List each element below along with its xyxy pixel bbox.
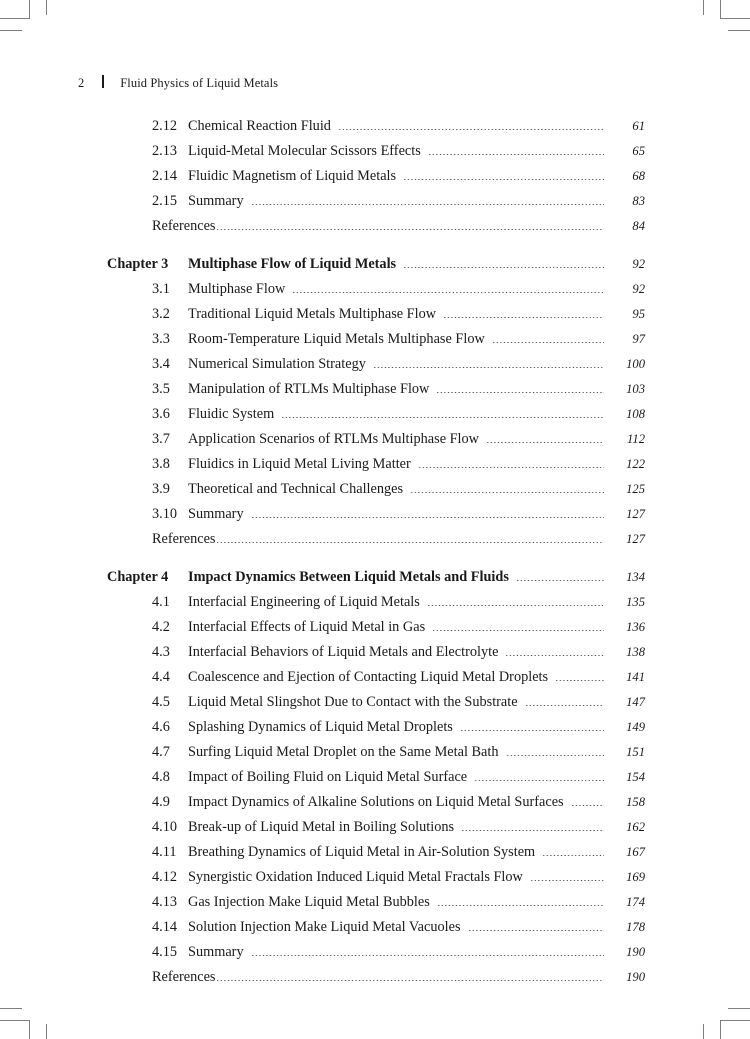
toc-entry-title: Numerical Simulation Strategy	[188, 356, 366, 372]
toc-entry-page-number: 138	[626, 645, 645, 659]
dot-leader	[216, 542, 605, 543]
toc-entry-section[interactable]	[0, 744, 750, 769]
toc-entry-section[interactable]	[0, 644, 750, 669]
running-head	[78, 74, 278, 91]
dot-leader	[216, 229, 605, 230]
toc-entry-title: Fluidics in Liquid Metal Living Matter	[188, 456, 411, 472]
toc-entry-title: Impact Dynamics Between Liquid Metals and Fluids	[188, 569, 509, 585]
toc-entry-page-number: 97	[632, 332, 645, 346]
toc-entry-page-number: 100	[626, 357, 645, 371]
dot-leader	[403, 267, 604, 268]
toc-entry-section[interactable]	[0, 719, 750, 744]
dot-leader	[555, 680, 604, 681]
toc-references-label: References	[152, 969, 216, 985]
toc-entry-page-number: 92	[632, 257, 645, 271]
toc-entry-number: 3.1	[152, 281, 170, 297]
dot-leader	[251, 955, 604, 956]
toc-entry-page-number: 167	[626, 845, 645, 859]
crop-mark-top-right	[690, 0, 750, 60]
dot-leader	[436, 392, 604, 393]
toc-entry-number: 4.14	[152, 919, 178, 935]
running-head-rule	[102, 75, 104, 88]
toc-entry-page-number: 136	[626, 620, 645, 634]
dot-leader	[505, 655, 604, 656]
toc-entry-number: 3.4	[152, 356, 170, 372]
toc-entry-title: Manipulation of RTLMs Multiphase Flow	[188, 381, 430, 397]
toc-entry-chapter[interactable]	[0, 569, 750, 594]
toc-entry-section[interactable]	[0, 919, 750, 944]
dot-leader	[251, 517, 604, 518]
toc-entry-title: Traditional Liquid Metals Multiphase Flow	[188, 306, 437, 322]
toc-entry-number: 4.10	[152, 819, 178, 835]
toc-entry-number: 3.3	[152, 331, 170, 347]
toc-entry-number: 4.2	[152, 619, 170, 635]
dot-leader	[530, 880, 604, 881]
toc-entry-page-number: 158	[626, 795, 645, 809]
toc-entry-title: Impact of Boiling Fluid on Liquid Metal Surface	[188, 769, 468, 785]
dot-leader	[468, 930, 604, 931]
toc-entry-title: Gas Injection Make Liquid Metal Bubbles	[188, 894, 430, 910]
toc-entry-title: Interfacial Effects of Liquid Metal in Gas	[188, 619, 426, 635]
toc-entry-page-number: 103	[626, 382, 645, 396]
dot-leader	[486, 442, 604, 443]
toc-entry-title: Multiphase Flow	[188, 281, 286, 297]
toc-entry-title: Interfacial Engineering of Liquid Metals	[188, 594, 420, 610]
toc-entry-section[interactable]	[0, 869, 750, 894]
toc-entry-references[interactable]	[0, 531, 750, 556]
toc-entry-page-number: 151	[626, 745, 645, 759]
toc-entry-section[interactable]	[0, 118, 750, 143]
crop-mark-top-left	[0, 0, 60, 60]
toc-entry-page-number: 169	[626, 870, 645, 884]
toc-entry-number: 4.7	[152, 744, 170, 760]
toc-entry-page-number: 190	[626, 970, 645, 984]
toc-entry-number: 4.6	[152, 719, 170, 735]
toc-entry-references[interactable]	[0, 969, 750, 994]
toc-entry-section[interactable]	[0, 594, 750, 619]
toc-entry-title: Surfing Liquid Metal Droplet on the Same Metal Bath	[188, 744, 499, 760]
toc-entry-page-number: 127	[626, 507, 645, 521]
dot-leader	[281, 417, 604, 418]
toc-entry-section[interactable]	[0, 819, 750, 844]
toc-entry-title: Liquid Metal Slingshot Due to Contact with the Substrate	[188, 694, 518, 710]
toc-entry-chapter[interactable]	[0, 256, 750, 281]
toc-entry-page-number: 174	[626, 895, 645, 909]
toc-entry-section[interactable]	[0, 894, 750, 919]
toc-entry-page-number: 112	[627, 432, 645, 446]
toc-entry-section[interactable]	[0, 381, 750, 406]
page-folio: 2	[78, 76, 85, 90]
dot-leader	[525, 705, 604, 706]
toc-entry-number: 2.14	[152, 168, 178, 184]
toc-entry-title: Break-up of Liquid Metal in Boiling Solutions	[188, 819, 455, 835]
toc-entry-number: 3.7	[152, 431, 170, 447]
dot-leader	[338, 129, 604, 130]
toc-entry-section[interactable]	[0, 331, 750, 356]
dot-leader	[292, 292, 604, 293]
toc-entry-section[interactable]	[0, 406, 750, 431]
toc-entry-section[interactable]	[0, 143, 750, 168]
toc-entry-section[interactable]	[0, 431, 750, 456]
toc-entry-title: Summary	[188, 193, 244, 209]
dot-leader	[461, 830, 604, 831]
toc-entry-section[interactable]	[0, 694, 750, 719]
toc-entry-page-number: 108	[626, 407, 645, 421]
toc-entry-page-number: 68	[632, 169, 645, 183]
dot-leader	[432, 630, 604, 631]
toc-references-label: References	[152, 531, 216, 547]
toc-entry-page-number: 95	[632, 307, 645, 321]
dot-leader	[516, 580, 604, 581]
toc-entry-section[interactable]	[0, 356, 750, 381]
toc-entry-title: Summary	[188, 944, 244, 960]
running-head-title: Fluid Physics of Liquid Metals	[120, 76, 279, 90]
toc-entry-title: Coalescence and Ejection of Contacting Liquid Metal Droplets	[188, 669, 549, 685]
toc-entry-section[interactable]	[0, 281, 750, 306]
toc-entry-number: 4.1	[152, 594, 170, 610]
toc-entry-number: 4.12	[152, 869, 178, 885]
toc-entry-section[interactable]	[0, 669, 750, 694]
toc-entry-section[interactable]	[0, 456, 750, 481]
toc-entry-number: 4.13	[152, 894, 178, 910]
toc-entry-title: Synergistic Oxidation Induced Liquid Metal Fractals Flow	[188, 869, 523, 885]
toc-entry-page-number: 190	[626, 945, 645, 959]
toc-entry-title: Application Scenarios of RTLMs Multiphase Flow	[188, 431, 480, 447]
toc-entry-page-number: 147	[626, 695, 645, 709]
toc-entry-number: 4.9	[152, 794, 170, 810]
toc-entry-section[interactable]	[0, 794, 750, 819]
dot-leader	[427, 605, 604, 606]
toc-entry-section[interactable]	[0, 193, 750, 218]
dot-leader	[506, 755, 604, 756]
dot-leader	[542, 855, 604, 856]
dot-leader	[410, 492, 604, 493]
toc-entry-title: Fluidic Magnetism of Liquid Metals	[188, 168, 397, 184]
toc-entry-page-number: 84	[632, 219, 645, 233]
toc-entry-page-number: 134	[626, 570, 645, 584]
dot-leader	[403, 179, 604, 180]
toc-entry-page-number: 125	[626, 482, 645, 496]
toc-entry-title: Fluidic System	[188, 406, 275, 422]
toc-entry-title: Summary	[188, 506, 244, 522]
toc-entry-page-number: 83	[632, 194, 645, 208]
toc-entry-number: 2.15	[152, 193, 178, 209]
table-of-contents	[0, 118, 750, 994]
dot-leader	[428, 154, 604, 155]
toc-entry-number: 3.6	[152, 406, 170, 422]
dot-leader	[571, 805, 604, 806]
toc-entry-title: Chemical Reaction Fluid	[188, 118, 331, 134]
toc-entry-number: 4.4	[152, 669, 170, 685]
toc-entry-section[interactable]	[0, 844, 750, 869]
toc-entry-page-number: 61	[632, 119, 645, 133]
toc-entry-section[interactable]	[0, 506, 750, 531]
toc-entry-page-number: 65	[632, 144, 645, 158]
dot-leader	[216, 980, 605, 981]
toc-entry-title: Theoretical and Technical Challenges	[188, 481, 404, 497]
toc-entry-number: Chapter 4	[107, 569, 169, 585]
toc-entry-section[interactable]	[0, 481, 750, 506]
toc-entry-page-number: 135	[626, 595, 645, 609]
dot-leader	[251, 204, 604, 205]
toc-entry-section[interactable]	[0, 306, 750, 331]
toc-entry-number: 2.13	[152, 143, 178, 159]
toc-entry-number: 4.8	[152, 769, 170, 785]
toc-entry-title: Multiphase Flow of Liquid Metals	[188, 256, 397, 272]
toc-entry-number: 4.5	[152, 694, 170, 710]
toc-entry-title: Impact Dynamics of Alkaline Solutions on Liquid Metal Surfaces	[188, 794, 564, 810]
toc-entry-section[interactable]	[0, 168, 750, 193]
toc-entry-page-number: 178	[626, 920, 645, 934]
toc-entry-title: Liquid-Metal Molecular Scissors Effects	[188, 143, 421, 159]
dot-leader	[460, 730, 604, 731]
toc-entry-title: Splashing Dynamics of Liquid Metal Droplets	[188, 719, 453, 735]
dot-leader	[474, 780, 604, 781]
toc-entry-page-number: 141	[626, 670, 645, 684]
toc-entry-number: Chapter 3	[107, 256, 169, 272]
toc-entry-number: 4.3	[152, 644, 170, 660]
toc-entry-number: 4.15	[152, 944, 178, 960]
toc-entry-number: 4.11	[152, 844, 177, 860]
dot-leader	[443, 317, 604, 318]
toc-entry-title: Breathing Dynamics of Liquid Metal in Air-Solution System	[188, 844, 536, 860]
toc-entry-page-number: 92	[632, 282, 645, 296]
toc-entry-title: Interfacial Behaviors of Liquid Metals and Electrolyte	[188, 644, 499, 660]
toc-entry-title: Solution Injection Make Liquid Metal Vacuoles	[188, 919, 461, 935]
toc-entry-number: 3.5	[152, 381, 170, 397]
dot-leader	[437, 905, 604, 906]
toc-entry-number: 3.10	[152, 506, 178, 522]
toc-entry-page-number: 149	[626, 720, 645, 734]
toc-entry-page-number: 154	[626, 770, 645, 784]
toc-entry-section[interactable]	[0, 769, 750, 794]
toc-references-label: References	[152, 218, 216, 234]
dot-leader	[373, 367, 604, 368]
toc-entry-number: 3.9	[152, 481, 170, 497]
toc-entry-references[interactable]	[0, 218, 750, 243]
toc-entry-page-number: 122	[626, 457, 645, 471]
dot-leader	[418, 467, 604, 468]
toc-entry-number: 3.8	[152, 456, 170, 472]
toc-entry-page-number: 162	[626, 820, 645, 834]
toc-entry-section[interactable]	[0, 944, 750, 969]
toc-entry-page-number: 127	[626, 532, 645, 546]
dot-leader	[492, 342, 604, 343]
toc-entry-section[interactable]	[0, 619, 750, 644]
toc-entry-title: Room-Temperature Liquid Metals Multiphase Flow	[188, 331, 485, 347]
toc-entry-number: 2.12	[152, 118, 178, 134]
toc-entry-number: 3.2	[152, 306, 170, 322]
